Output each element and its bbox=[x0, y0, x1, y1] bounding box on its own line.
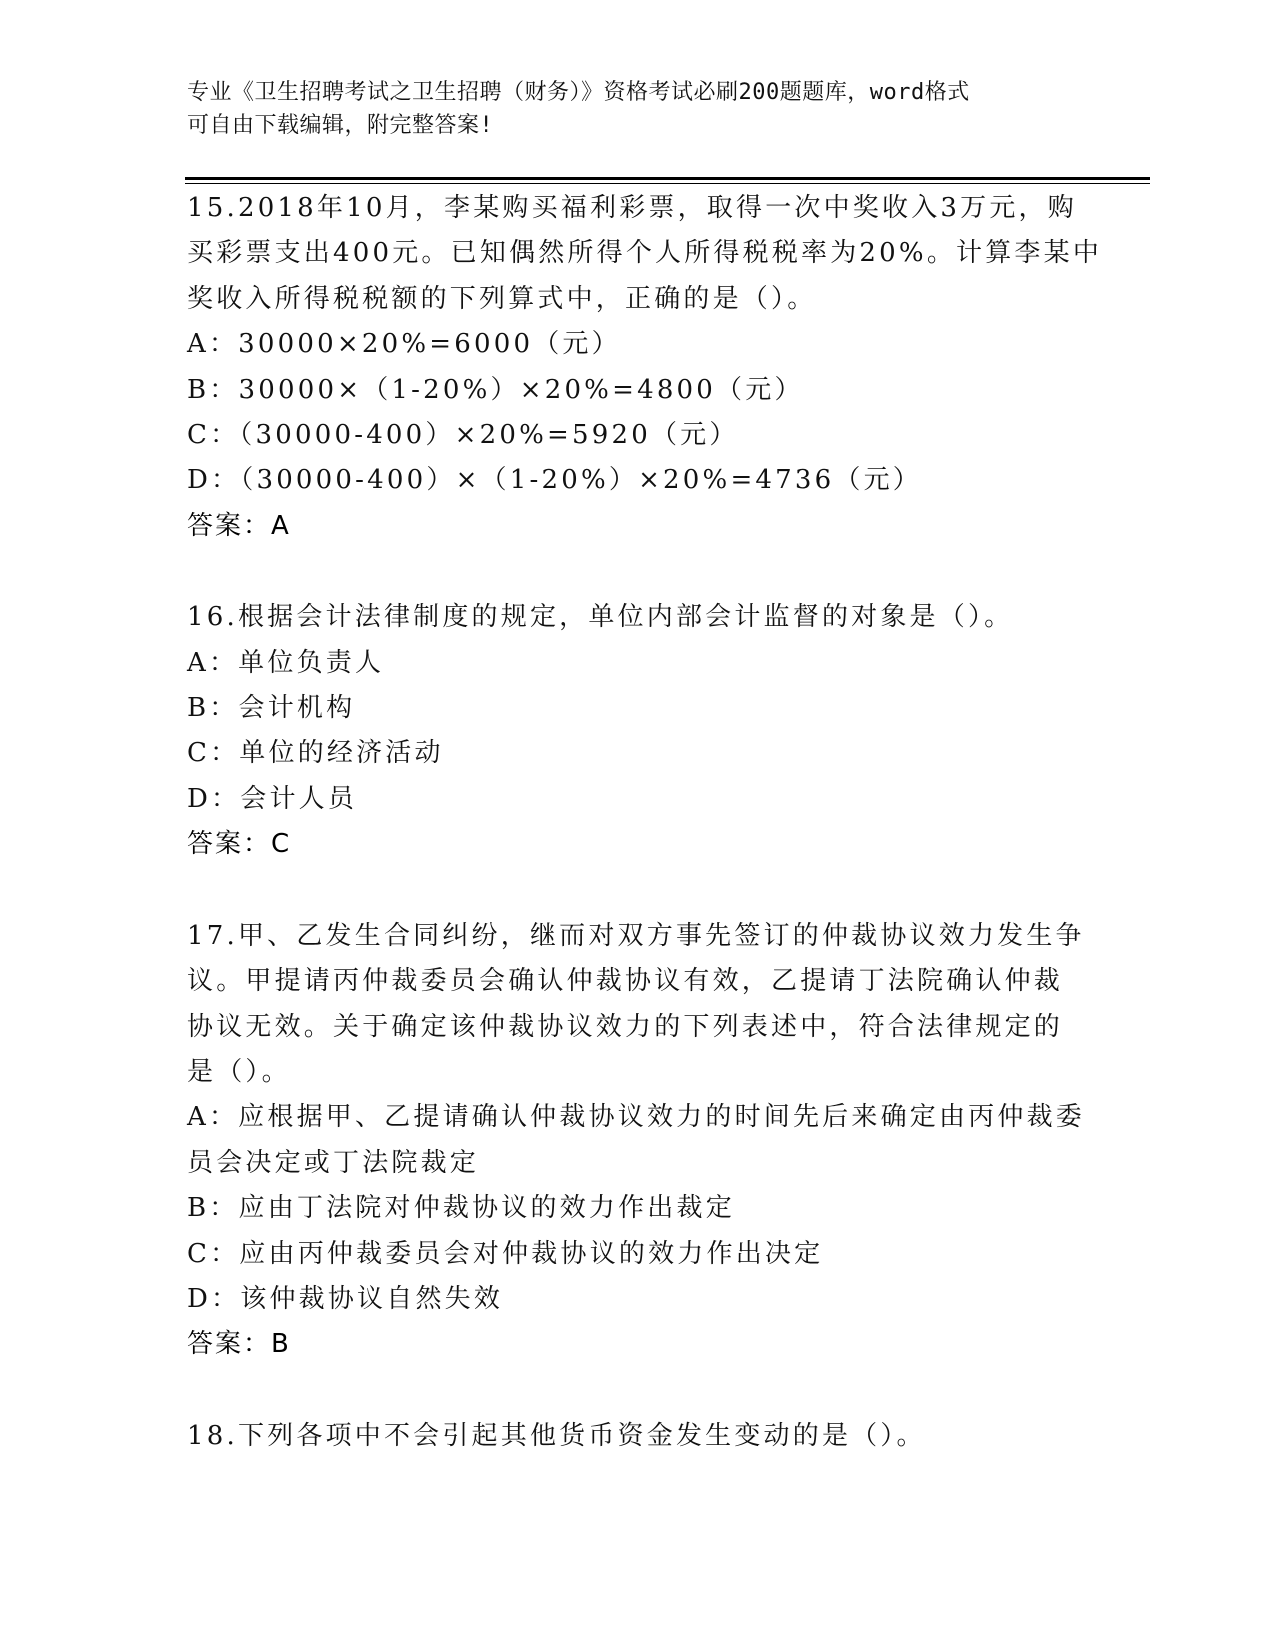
option-d: D：该仲裁协议自然失效 bbox=[187, 1283, 504, 1314]
question-stem-line: 16.根据会计法律制度的规定，单位内部会计监督的对象是（）。 bbox=[187, 602, 1014, 633]
header-line: 可自由下载编辑，附完整答案! bbox=[187, 113, 494, 138]
document-header bbox=[187, 76, 1067, 142]
question-stem-line: 是（）。 bbox=[187, 1056, 291, 1087]
option-c: C：单位的经济活动 bbox=[187, 738, 444, 769]
option-d: D：（30000-400）×（1-20%）×20%=4736（元） bbox=[187, 465, 922, 496]
question-16 bbox=[187, 595, 1087, 867]
question-stem-line: 15.2018年10月，李某购买福利彩票，取得一次中奖收入3万元，购 bbox=[187, 193, 1077, 223]
question-stem-line: 奖收入所得税税额的下列算式中，正确的是（）。 bbox=[187, 283, 817, 314]
header-divider-thin bbox=[185, 183, 1150, 184]
question-17 bbox=[187, 914, 1087, 1368]
header-divider-thick bbox=[185, 177, 1150, 180]
question-stem-line: 协议无效。关于确定该仲裁协议效力的下列表述中，符合法律规定的 bbox=[187, 1011, 1064, 1042]
option-c: C：应由丙仲裁委员会对仲裁协议的效力作出决定 bbox=[187, 1238, 824, 1269]
answer-label: 答案：B bbox=[187, 1329, 291, 1360]
answer-label: 答案：A bbox=[187, 510, 291, 541]
question-stem-line: 议。甲提请丙仲裁委员会确认仲裁协议有效，乙提请丁法院确认仲裁 bbox=[187, 966, 1064, 997]
option-a-continued: 员会决定或丁法院裁定 bbox=[187, 1147, 480, 1178]
question-stem-line: 18.下列各项中不会引起其他货币资金发生变动的是（）。 bbox=[187, 1420, 926, 1451]
question-18 bbox=[187, 1414, 1087, 1459]
option-a: A：应根据甲、乙提请确认仲裁协议效力的时间先后来确定由丙仲裁委 bbox=[187, 1102, 1085, 1133]
option-d: D：会计人员 bbox=[187, 783, 358, 814]
option-a: A：30000×20%=6000（元） bbox=[187, 329, 621, 360]
header-line: 专业《卫生招聘考试之卫生招聘（财务）》资格考试必刷200题题库，word格式 bbox=[187, 80, 970, 105]
option-b: B：30000×（1-20%）×20%=4800（元） bbox=[187, 374, 804, 405]
option-a: A：单位负责人 bbox=[187, 647, 385, 678]
answer-label: 答案：C bbox=[187, 829, 292, 860]
question-15 bbox=[187, 186, 1103, 549]
option-b: B：会计机构 bbox=[187, 693, 356, 724]
option-b: B：应由丁法院对仲裁协议的效力作出裁定 bbox=[187, 1193, 735, 1224]
question-stem-line: 17.甲、乙发生合同纠纷，继而对双方事先签订的仲裁协议效力发生争 bbox=[187, 920, 1085, 951]
question-stem-line: 买彩票支出400元。已知偶然所得个人所得税税率为20%。计算李某中 bbox=[187, 238, 1103, 269]
option-c: C：（30000-400）×20%=5920（元） bbox=[187, 420, 739, 451]
question-list bbox=[187, 186, 1103, 1505]
